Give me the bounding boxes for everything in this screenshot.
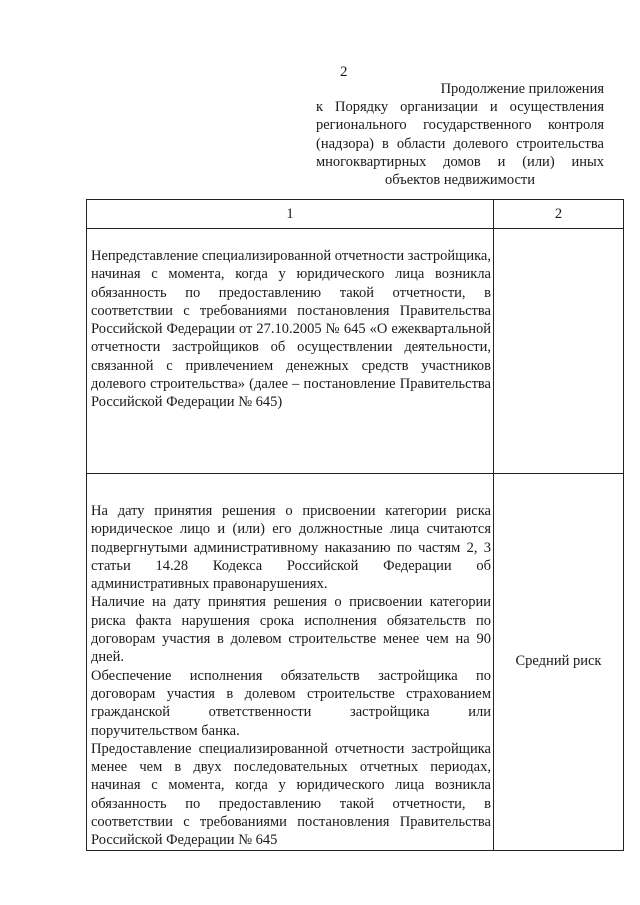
appendix-line: (надзора) в области долевого строительства xyxy=(316,135,604,152)
appendix-header xyxy=(316,80,604,189)
risk-cell: Средний риск xyxy=(494,474,624,851)
appendix-line: к Порядку организации и осуществления xyxy=(316,99,604,116)
appendix-line: регионального государственного контроля xyxy=(316,117,604,134)
appendix-line: многоквартирных домов и (или) иных xyxy=(316,153,604,170)
criteria-cell xyxy=(87,474,494,851)
risk-criteria-table xyxy=(86,199,624,851)
column-header: 2 xyxy=(494,200,624,229)
risk-cell xyxy=(494,229,624,474)
criteria-paragraph: Наличие на дату принятия решения о присвоении категории риска факта нарушения срока исполнения обязательств по договорам участия в долевом строительстве менее чем на 90 дней. xyxy=(91,594,491,666)
criteria-paragraph: Непредставление специализированной отчетности застройщика, начиная с момента, когда у юридического лица возникла обязанность по предоставлению такой отчетности, в соответствии с требованиями постановления Правительства Российской Федерации от 27.10.2005 № 645 «О ежеквартальной отчетности застройщиков об осуществлении деятельности, связанной с привлечением денежных средств участников долевого строительства» (далее – постановление Правительства Российской Федерации № 645) xyxy=(91,248,491,411)
column-header: 1 xyxy=(87,200,494,229)
table-row xyxy=(87,229,624,474)
criteria-paragraph: Обеспечение исполнения обязательств застройщика по договорам участия в долевом строительстве страхованием гражданской ответственности застройщика или поручительством банка. xyxy=(91,667,491,739)
appendix-line: Продолжение приложения xyxy=(440,81,604,97)
criteria-paragraph: На дату принятия решения о присвоении категории риска юридическое лицо и (или) его должностные лица считаются подвергнутыми административному наказанию по частям 2, 3 статьи 14.28 Кодекса Российской Федерации об административных правонарушениях. xyxy=(91,503,491,593)
table-header-row xyxy=(87,200,624,229)
appendix-line: объектов недвижимости xyxy=(384,172,535,189)
page-number: 2 xyxy=(340,64,348,80)
criteria-paragraph: Предоставление специализированной отчетности застройщика менее чем в двух последовательных отчетных периодах, начиная с момента, когда у юридического лица возникла обязанность по предоставлению такой отчетности, в соответствии с требованиями постановления Правительства Российской Федерации № 645 xyxy=(91,740,491,849)
table-row xyxy=(87,474,624,851)
criteria-cell xyxy=(87,229,494,474)
